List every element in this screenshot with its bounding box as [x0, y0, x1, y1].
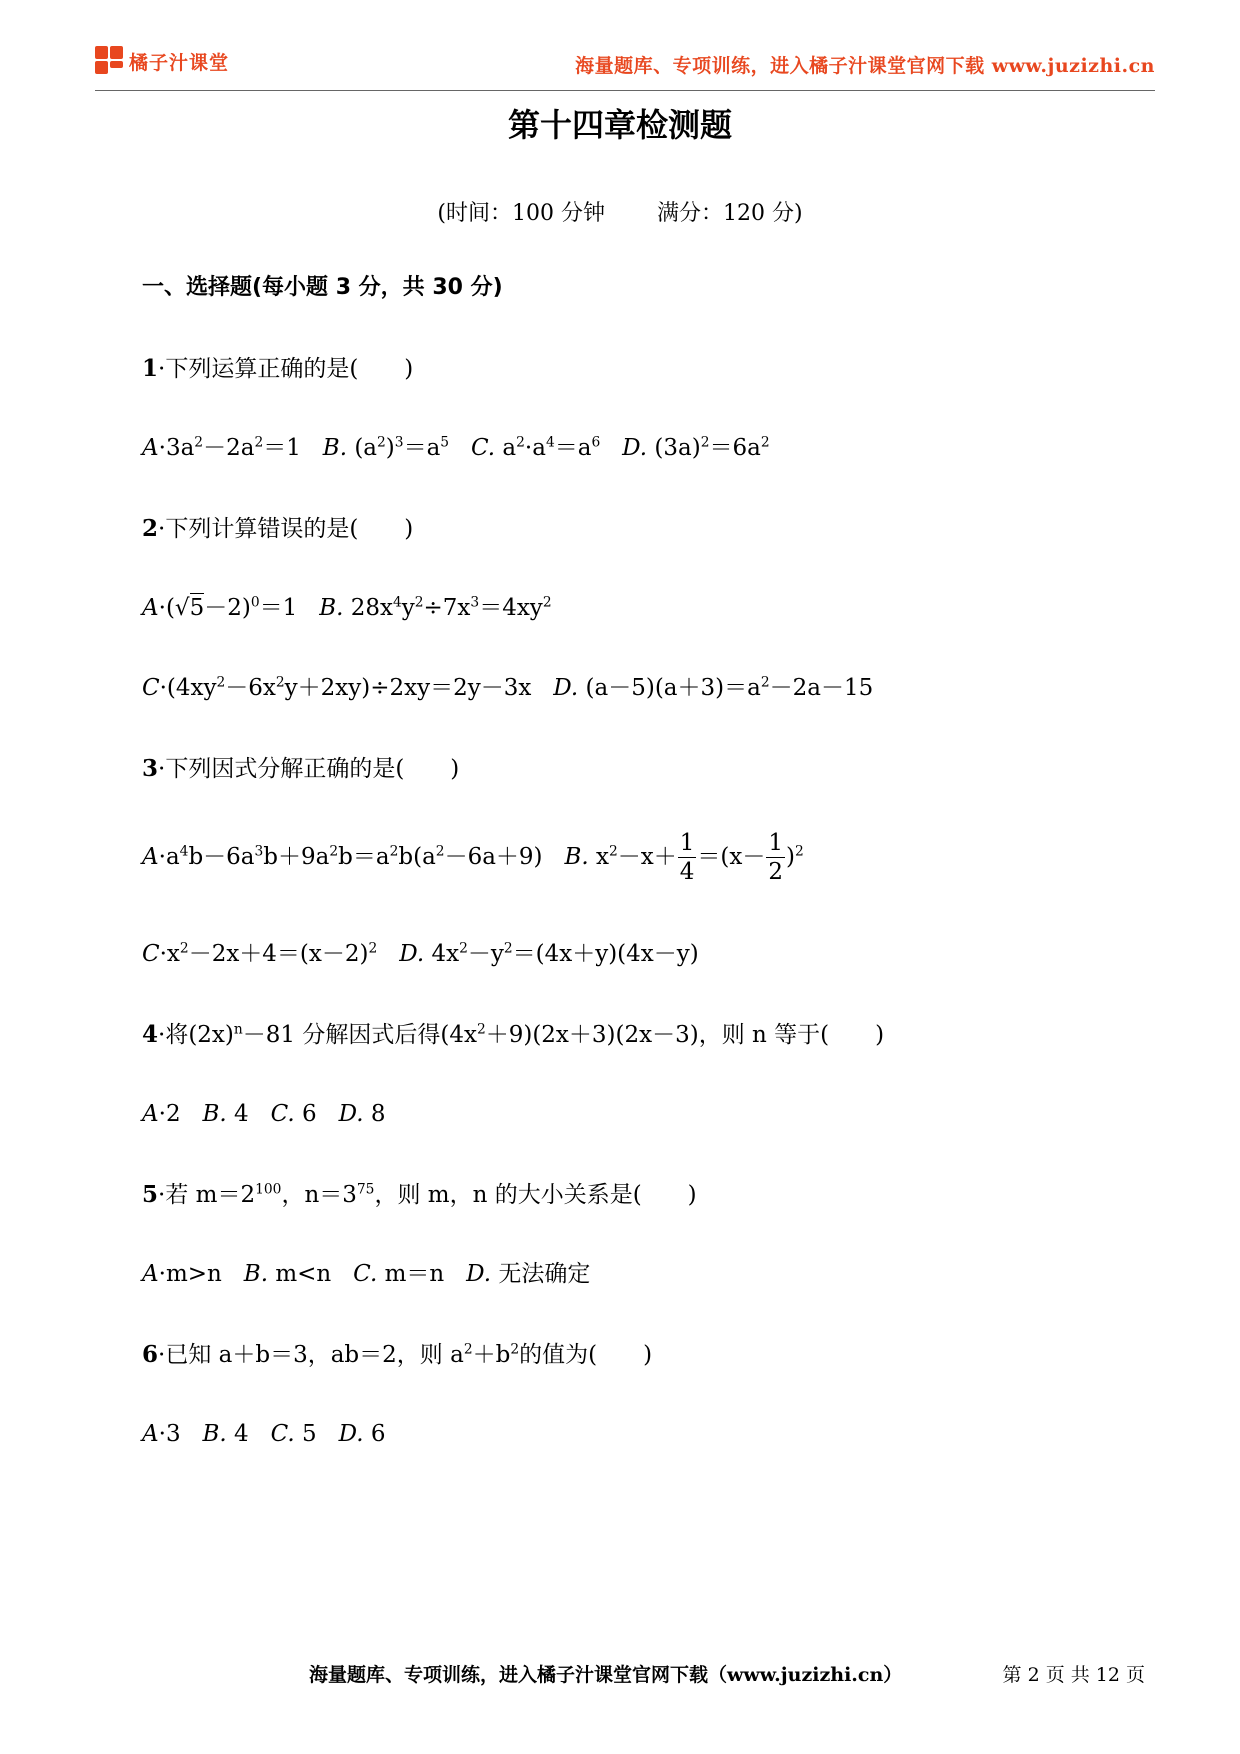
option-a-text: $3a^2-2a^2=1$: [165, 434, 301, 461]
option-c-text: m＝n: [384, 1261, 445, 1287]
option-b-label: B: [243, 1261, 261, 1287]
option-a-label: A: [142, 1421, 159, 1447]
fraction: $\frac{1}{4}$: [679, 830, 695, 885]
question-3-stem: [142, 757, 459, 781]
option-b-label: B: [322, 435, 340, 461]
brand-logo[interactable]: [95, 46, 229, 76]
option-c-label: C: [270, 1421, 288, 1447]
option-d-text: $(3a)^2=6a^2$: [654, 434, 770, 461]
logo-icon: [95, 46, 125, 76]
question-1-options: $A\cdot 3a^2-2a^2=1$ B. $(a^2)^3=a^5$ C. $a^2\cdot a^4=a^6$ D. $(3a)^2=6a^2$: [142, 434, 770, 461]
question-text: ·下列因式分解正确的是( ): [158, 756, 460, 782]
question-text: ·下列运算正确的是( ): [158, 356, 414, 382]
option-c-text: 6: [302, 1101, 317, 1127]
header-slogan[interactable]: 海量题库、专项训练，进入橘子汁课堂官网下载 www.juzizhi.cn: [575, 55, 1155, 77]
option-c-text: 5: [302, 1421, 317, 1447]
option-a-text: m>n: [165, 1261, 222, 1287]
logo-text: 橘子汁课堂: [129, 52, 230, 74]
question-number: 6: [142, 1341, 159, 1368]
exam-score: 满分：120 分): [657, 201, 803, 226]
question-text: ·已知 a＋b＝3，ab＝2，则 $a^2+b^2$的值为( ): [158, 1341, 653, 1368]
question-text: ·下列计算错误的是( ): [158, 516, 414, 542]
option-c-label: C: [353, 1261, 370, 1287]
option-c-label: C: [142, 675, 160, 701]
question-5-stem: [142, 1183, 697, 1207]
option-d-label: D: [553, 675, 571, 701]
page-number: 第 2 页 共 12 页: [1002, 1664, 1145, 1686]
question-3-options-ab: $A\cdot a^4b-6a^3b+9a^2b=a^2b(a^2-6a+9)$ B. $x^2-x+$ $\frac{1}{4}$ ＝(x－ $\frac{1}{2}$ )$^2$: [142, 830, 804, 885]
option-b-label: B: [564, 844, 582, 870]
page-title: 第十四章检测题: [507, 106, 732, 144]
option-a-label: A: [142, 595, 159, 621]
option-a-label: A: [142, 435, 159, 461]
option-c-text: $(4xy^2-6x^2y+2xy)\div 2xy=2y-3x$: [166, 674, 532, 701]
option-b-text: $28x^4y^2\div 7x^3=4xy^2$: [350, 594, 552, 621]
option-d-label: D: [338, 1101, 357, 1127]
question-number: 1: [142, 355, 159, 382]
question-2-options-cd: $C\cdot(4xy^2-6x^2y+2xy)\div 2xy=2y-3x$ D. $(a-5)(a+3)=a^2-2a-15$: [142, 674, 874, 701]
fraction: $\frac{1}{2}$: [768, 830, 783, 885]
option-a-label: A: [142, 844, 159, 870]
option-d-text: $4x^2-y^2=(4x+y)(4x-y)$: [431, 940, 699, 967]
exam-info: [0, 196, 1240, 227]
option-c-label: C: [471, 435, 488, 461]
option-b-text: $x^2-x+$ $\frac{1}{4}$ ＝(x－ $\frac{1}{2}$ )$^2$: [596, 830, 804, 885]
option-c-label: C: [142, 941, 160, 967]
page-header: [95, 40, 1155, 91]
question-number: 4: [142, 1021, 159, 1048]
option-d-text: 6: [370, 1421, 386, 1447]
footer-slogan[interactable]: 海量题库、专项训练，进入橘子汁课堂官网下载（www.juzizhi.cn）: [309, 1664, 903, 1686]
square-root-icon: √: [174, 595, 190, 621]
option-c-label: C: [270, 1101, 288, 1127]
option-b-text: 4: [234, 1101, 249, 1127]
option-d-label: D: [338, 1421, 357, 1447]
option-a-text: $a^4b-6a^3b+9a^2b=a^2b(a^2-6a+9)$: [165, 843, 543, 870]
option-b-text: $(a^2)^3=a^5$: [354, 434, 450, 461]
option-a-text: 3: [165, 1421, 181, 1447]
question-4-options: A·2 B. 4 C. 6 D. 8: [142, 1101, 386, 1127]
option-a-text: $(√5-2)^0=1$: [165, 594, 298, 621]
option-a-label: A: [142, 1101, 159, 1127]
question-5-options: A·m>n B. m<n C. m＝n D. 无法确定: [142, 1261, 591, 1287]
option-b-label: B: [202, 1421, 220, 1447]
question-6-options: A·3 B. 4 C. 5 D. 6: [142, 1421, 386, 1447]
question-2-stem: [142, 517, 413, 541]
question-4-stem: [142, 1023, 884, 1047]
option-d-text: 8: [370, 1101, 386, 1127]
option-c-text: $x^2-2x+4=(x-2)^2$: [166, 940, 378, 967]
option-c-text: $a^2\cdot a^4=a^6$: [502, 434, 601, 461]
option-a-text: 2: [165, 1101, 181, 1127]
question-number: 5: [142, 1181, 159, 1208]
question-text: ·若 $m=2^{100}$，$n=3^{75}$，则 m，n 的大小关系是( ): [158, 1181, 697, 1208]
question-2-options-ab: $A\cdot(√5-2)^0=1$ B. $28x^4y^2\div 7x^3=4xy^2$: [142, 594, 552, 621]
question-6-stem: [142, 1343, 652, 1367]
option-d-label: D: [622, 435, 640, 461]
question-3-options-cd: $C\cdot x^2-2x+4=(x-2)^2$ D. $4x^2-y^2=(4x+y)(4x-y)$: [142, 940, 699, 967]
option-b-label: B: [319, 595, 337, 621]
question-number: 3: [142, 755, 159, 782]
exam-time: (时间：100 分钟: [437, 201, 605, 226]
question-number: 2: [142, 515, 159, 542]
section-heading: 一、选择题(每小题 3 分，共 30 分): [142, 275, 503, 300]
question-1-stem: [142, 357, 413, 381]
option-d-label: D: [466, 1261, 484, 1287]
option-b-label: B: [202, 1101, 220, 1127]
option-b-text: m<n: [275, 1261, 332, 1287]
option-d-text: $(a-5)(a+3)=a^2-2a-15$: [585, 674, 874, 701]
option-d-label: D: [399, 941, 417, 967]
option-b-text: 4: [234, 1421, 249, 1447]
question-text: ·将$(2x)^n-81$ 分解因式后得$(4x^2+9)(2x+3)(2x-3)$，则 n 等于( ): [158, 1021, 885, 1048]
option-a-label: A: [142, 1261, 159, 1287]
option-d-text: 无法确定: [498, 1261, 591, 1287]
